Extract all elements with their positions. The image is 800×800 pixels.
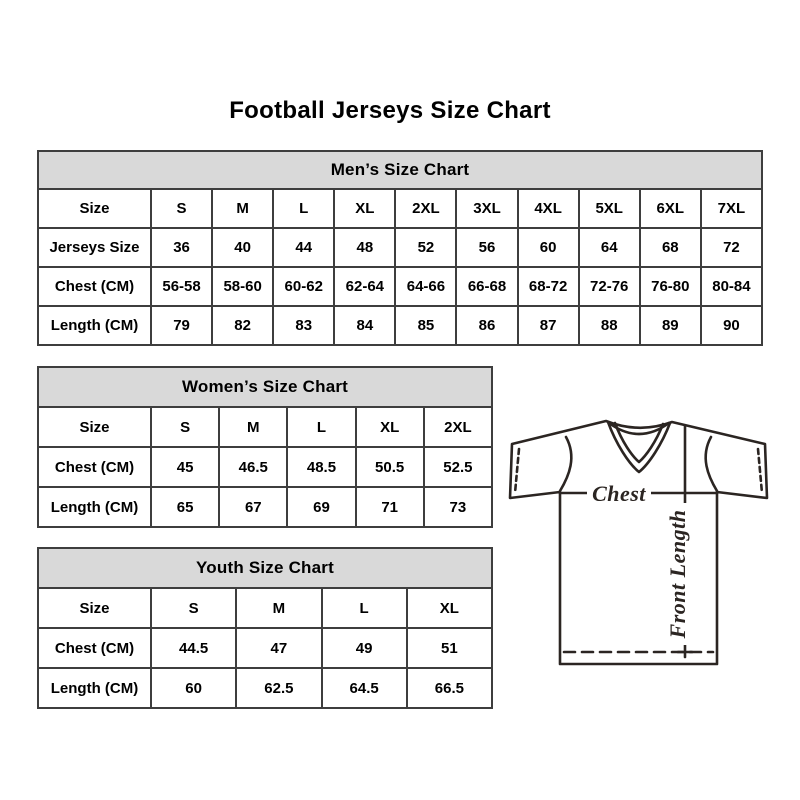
size-cell: L	[287, 407, 355, 447]
row-label: Chest (CM)	[38, 447, 151, 487]
size-cell: 62-64	[334, 267, 395, 306]
size-cell: 65	[151, 487, 219, 527]
size-cell: 72-76	[579, 267, 640, 306]
row-label: Length (CM)	[38, 668, 151, 708]
row-label: Size	[38, 189, 151, 228]
size-cell: 73	[424, 487, 492, 527]
size-cell: XL	[407, 588, 492, 628]
size-cell: 68	[640, 228, 701, 267]
size-cell: 66-68	[456, 267, 517, 306]
size-cell: 79	[151, 306, 212, 345]
size-cell: 82	[212, 306, 273, 345]
size-cell: M	[219, 407, 287, 447]
size-cell: 67	[219, 487, 287, 527]
size-cell: 44.5	[151, 628, 236, 668]
size-cell: 72	[701, 228, 762, 267]
mens-size-table	[37, 150, 763, 346]
size-cell: 88	[579, 306, 640, 345]
size-cell: 84	[334, 306, 395, 345]
size-cell: 40	[212, 228, 273, 267]
table-title: Women’s Size Chart	[38, 367, 492, 407]
size-cell: 56	[456, 228, 517, 267]
table-row	[38, 267, 762, 306]
youth-size-table	[37, 547, 493, 709]
size-cell: 64	[579, 228, 640, 267]
size-cell: 49	[322, 628, 407, 668]
size-cell: 4XL	[518, 189, 579, 228]
size-cell: 2XL	[395, 189, 456, 228]
row-label: Chest (CM)	[38, 628, 151, 668]
size-cell: 69	[287, 487, 355, 527]
row-label: Length (CM)	[38, 487, 151, 527]
size-cell: 3XL	[456, 189, 517, 228]
row-label: Size	[38, 407, 151, 447]
table-row	[38, 447, 492, 487]
size-cell: 64.5	[322, 668, 407, 708]
size-cell: 89	[640, 306, 701, 345]
size-cell: 52.5	[424, 447, 492, 487]
size-table	[37, 547, 493, 709]
size-cell: 51	[407, 628, 492, 668]
size-cell: 60-62	[273, 267, 334, 306]
size-cell: 45	[151, 447, 219, 487]
size-cell: L	[273, 189, 334, 228]
size-cell: 5XL	[579, 189, 640, 228]
size-cell: 71	[356, 487, 424, 527]
table-row	[38, 407, 492, 447]
table-title: Youth Size Chart	[38, 548, 492, 588]
size-cell: 48	[334, 228, 395, 267]
size-cell: XL	[356, 407, 424, 447]
size-cell: 50.5	[356, 447, 424, 487]
size-cell: 56-58	[151, 267, 212, 306]
table-row	[38, 306, 762, 345]
size-cell: S	[151, 189, 212, 228]
size-cell: 86	[456, 306, 517, 345]
size-cell: 44	[273, 228, 334, 267]
front-length-measure-label: Front Length	[665, 509, 690, 639]
size-cell: 58-60	[212, 267, 273, 306]
row-label: Length (CM)	[38, 306, 151, 345]
chest-measure-label: Chest	[592, 481, 646, 506]
size-cell: 80-84	[701, 267, 762, 306]
table-row	[38, 487, 492, 527]
size-cell: 85	[395, 306, 456, 345]
table-row	[38, 588, 492, 628]
table-row	[38, 628, 492, 668]
size-table	[37, 150, 763, 346]
row-label: Size	[38, 588, 151, 628]
womens-size-table	[37, 366, 493, 528]
size-cell: 62.5	[236, 668, 321, 708]
size-cell: L	[322, 588, 407, 628]
size-cell: M	[212, 189, 273, 228]
jersey-measurement-diagram	[500, 400, 780, 690]
row-label: Chest (CM)	[38, 267, 151, 306]
size-cell: 76-80	[640, 267, 701, 306]
size-cell: 90	[701, 306, 762, 345]
size-cell: 60	[518, 228, 579, 267]
size-cell: S	[151, 588, 236, 628]
size-cell: M	[236, 588, 321, 628]
table-title: Men’s Size Chart	[38, 151, 762, 189]
size-cell: 66.5	[407, 668, 492, 708]
size-cell: 64-66	[395, 267, 456, 306]
size-cell: 83	[273, 306, 334, 345]
size-cell: 46.5	[219, 447, 287, 487]
size-cell: 60	[151, 668, 236, 708]
size-table	[37, 366, 493, 528]
size-cell: 68-72	[518, 267, 579, 306]
table-row	[38, 228, 762, 267]
size-cell: 6XL	[640, 189, 701, 228]
size-cell: S	[151, 407, 219, 447]
table-row	[38, 189, 762, 228]
size-cell: 87	[518, 306, 579, 345]
row-label: Jerseys Size	[38, 228, 151, 267]
size-cell: 48.5	[287, 447, 355, 487]
jersey-sketch	[500, 400, 780, 690]
size-cell: 36	[151, 228, 212, 267]
table-row	[38, 668, 492, 708]
size-cell: XL	[334, 189, 395, 228]
page-title: Football Jerseys Size Chart	[229, 97, 551, 124]
size-cell: 7XL	[701, 189, 762, 228]
size-cell: 47	[236, 628, 321, 668]
jersey-outline	[510, 421, 767, 664]
size-cell: 52	[395, 228, 456, 267]
size-cell: 2XL	[424, 407, 492, 447]
